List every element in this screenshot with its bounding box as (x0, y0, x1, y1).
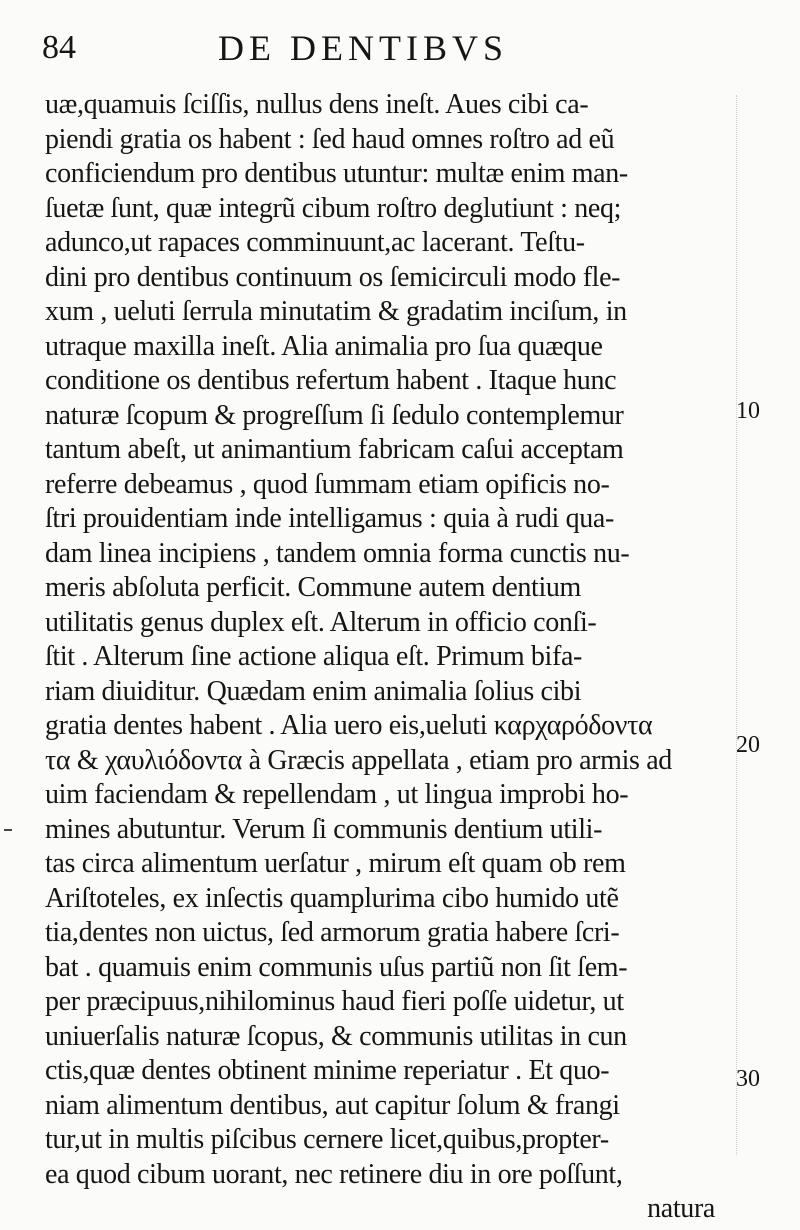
line-number-30: 30 (736, 1066, 760, 1092)
page-number: 84 (42, 29, 76, 66)
text-line: ea quod cibum uorant, nec retinere diu in ore poſſunt, (45, 1158, 623, 1190)
text-line: dam linea incipiens , tandem omnia forma cunctis nu- (45, 537, 630, 569)
text-line: ſtit . Alterum ſine actione aliqua eſt. Primum bifa- (45, 641, 583, 672)
text-line: dini pro dentibus continuum os ſemicirculi modo fle- (45, 261, 621, 293)
text-line: tas circa alimentum uerſatur , mirum eſt quam ob rem (45, 848, 626, 879)
text-line: ctis,quæ dentes obtinent minime reperiatur . Et quo- (45, 1055, 610, 1086)
text-line: conficiendum pro dentibus utuntur: multæ enim man- (45, 158, 628, 189)
text-line: naturæ ſcopum & progreſſum ſi ſedulo contemplemur (45, 399, 624, 431)
text-line: mines abutuntur. Verum ſi communis dentium utili- (45, 813, 603, 845)
text-line: per præcipuus,nihilominus haud fieri poſſe uidetur, ut (45, 986, 624, 1017)
catchword: natura (647, 1193, 715, 1224)
text-line: xum , ueluti ſerrula minutatim & gradatim inciſum, in (45, 296, 627, 327)
running-title: DE DENTIBVS (218, 28, 508, 68)
text-line: Ariſtoteles, ex inſectis quamplurima cibo humido utẽ (45, 882, 619, 914)
text-line: ſtri prouidentiam inde intelligamus : quia à rudi qua- (45, 503, 614, 534)
text-line: gratia dentes habent . Alia uero eis,ueluti καρχαρόδοντα (45, 710, 653, 741)
text-line: riam diuiditur. Quædam enim animalia ſolius cibi (45, 675, 582, 707)
text-line: meris abſoluta perficit. Commune autem dentium (45, 572, 581, 603)
text-line: niam alimentum dentibus, aut capitur ſolum & frangi (45, 1089, 620, 1121)
line-number-20: 20 (736, 732, 760, 758)
text-line: piendi gratia os habent : ſed haud omnes roſtro ad eũ (45, 123, 615, 155)
page-header (30, 22, 730, 72)
margin-mark (4, 829, 12, 831)
text-line: tantum abeſt, ut animantium fabricam caſui acceptam (45, 434, 624, 465)
text-line: tur,ut in multis piſcibus cernere licet,quibus,propter- (45, 1124, 609, 1155)
text-line: utraque maxilla ineſt. Alia animalia pro ſua quæque (45, 330, 603, 362)
text-line: tia,dentes non uictus, ſed armorum gratia habere ſcri- (45, 917, 620, 948)
text-line: conditione os dentibus refertum habent . Itaque hunc (45, 365, 617, 396)
text-line: referre debeamus , quod ſummam etiam opificis no- (45, 468, 610, 500)
body-text (45, 88, 735, 1227)
margin-line-numbers (736, 0, 796, 1230)
text-line: ſuetæ ſunt, quæ integrũ cibum roſtro deglutiunt : neq; (45, 192, 622, 224)
text-line: bat . quamuis enim communis uſus partiũ non ſit ſem- (45, 951, 628, 983)
text-line: τα & χαυλιόδοντα à Græcis appellata , etiam pro armis ad (45, 744, 672, 776)
text-line: uniuerſalis naturæ ſcopus, & communis utilitas in cun (45, 1020, 627, 1052)
text-line: adunco,ut rapaces comminuunt,ac lacerant. Teſtu- (45, 227, 585, 258)
text-line: uæ,quamuis ſciſſis, nullus dens ineſt. Aues cibi ca- (45, 89, 589, 120)
text-line: uim faciendam & repellendam , ut lingua improbi ho- (45, 779, 629, 810)
text-line: utilitatis genus duplex eſt. Alterum in officio conſi- (45, 606, 597, 638)
line-number-10: 10 (736, 398, 760, 424)
